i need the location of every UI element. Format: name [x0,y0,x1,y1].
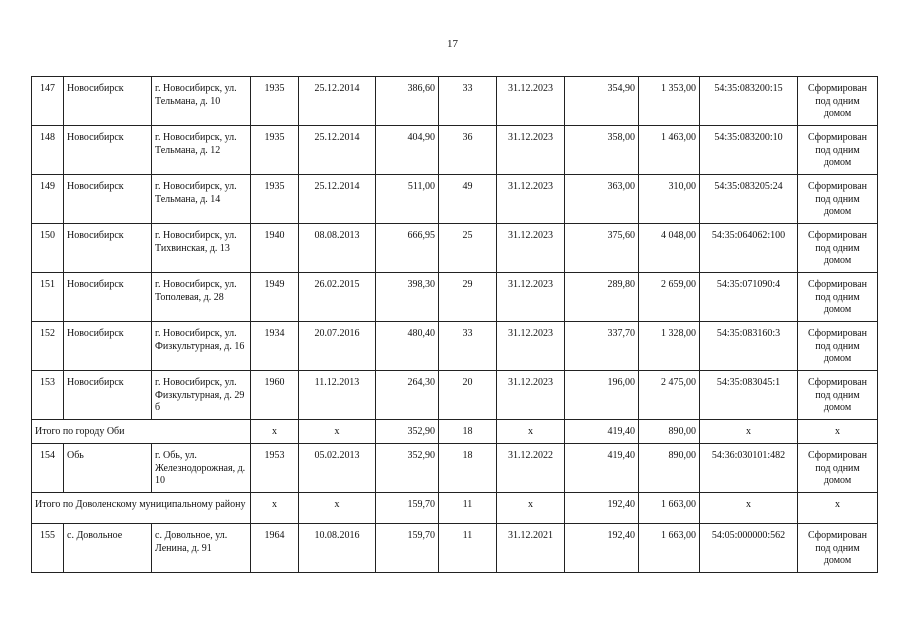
deadline-cell: 31.12.2023 [497,175,565,224]
residents-cell: 25 [439,224,497,273]
row-number-cell: 153 [32,371,64,420]
residents-cell: 18 [439,420,497,444]
land-area-cell: 1 663,00 [639,493,700,524]
year-cell: 1964 [251,524,299,573]
total-row [32,493,878,524]
settlement-cell: Новосибирск [64,224,152,273]
status-cell: Сформирован под одним домом [798,444,878,493]
settlement-cell: Новосибирск [64,322,152,371]
status-cell: Сформирован под одним домом [798,524,878,573]
settlement-cell: Новосибирск [64,273,152,322]
row-number-cell: 147 [32,77,64,126]
row-number-cell: 149 [32,175,64,224]
cadastral-number-cell: х [700,493,798,524]
resettled-area-cell: 354,90 [565,77,639,126]
date-cell: 10.08.2016 [299,524,376,573]
year-cell: 1953 [251,444,299,493]
cadastral-number-cell: 54:35:083205:24 [700,175,798,224]
total-label-cell: Итого по городу Оби [32,420,251,444]
cadastral-number-cell: 54:35:083045:1 [700,371,798,420]
year-cell: 1935 [251,77,299,126]
row-number-cell: 150 [32,224,64,273]
address-cell: г. Новосибирск, ул. Тельмана, д. 10 [152,77,251,126]
land-area-cell: 310,00 [639,175,700,224]
land-area-cell: 4 048,00 [639,224,700,273]
residents-cell: 20 [439,371,497,420]
area-cell: 511,00 [376,175,439,224]
date-cell: 05.02.2013 [299,444,376,493]
settlement-cell: с. Довольное [64,524,152,573]
area-cell: 666,95 [376,224,439,273]
residents-cell: 11 [439,524,497,573]
cadastral-number-cell: 54:35:071090:4 [700,273,798,322]
status-cell: х [798,493,878,524]
area-cell: 404,90 [376,126,439,175]
page-number: 17 [447,38,458,50]
deadline-cell: 31.12.2022 [497,444,565,493]
deadline-cell: 31.12.2023 [497,273,565,322]
residents-cell: 18 [439,444,497,493]
settlement-cell: Новосибирск [64,371,152,420]
land-area-cell: 1 328,00 [639,322,700,371]
land-area-cell: 890,00 [639,420,700,444]
year-cell: х [251,420,299,444]
deadline-cell: х [497,493,565,524]
area-cell: 159,70 [376,524,439,573]
date-cell: х [299,493,376,524]
date-cell: х [299,420,376,444]
land-area-cell: 2 659,00 [639,273,700,322]
date-cell: 25.12.2014 [299,77,376,126]
land-area-cell: 1 463,00 [639,126,700,175]
total-label-cell: Итого по Доволенскому муниципальному району [32,493,251,524]
deadline-cell: 31.12.2021 [497,524,565,573]
land-area-cell: 1 353,00 [639,77,700,126]
resettled-area-cell: 337,70 [565,322,639,371]
deadline-cell: 31.12.2023 [497,126,565,175]
area-cell: 264,30 [376,371,439,420]
deadline-cell: 31.12.2023 [497,322,565,371]
table-row [32,322,878,371]
row-number-cell: 151 [32,273,64,322]
resettled-area-cell: 419,40 [565,444,639,493]
residents-cell: 11 [439,493,497,524]
cadastral-number-cell: 54:35:064062:100 [700,224,798,273]
table-row [32,444,878,493]
area-cell: 386,60 [376,77,439,126]
status-cell: Сформирован под одним домом [798,322,878,371]
status-cell: Сформирован под одним домом [798,371,878,420]
address-cell: г. Новосибирск, ул. Тельмана, д. 12 [152,126,251,175]
date-cell: 11.12.2013 [299,371,376,420]
status-cell: х [798,420,878,444]
deadline-cell: 31.12.2023 [497,77,565,126]
area-cell: 159,70 [376,493,439,524]
cadastral-number-cell: 54:35:083160:3 [700,322,798,371]
row-number-cell: 154 [32,444,64,493]
settlement-cell: Новосибирск [64,175,152,224]
date-cell: 08.08.2013 [299,224,376,273]
address-cell: г. Новосибирск, ул. Тополевая, д. 28 [152,273,251,322]
cadastral-number-cell: х [700,420,798,444]
cadastral-number-cell: 54:35:083200:10 [700,126,798,175]
status-cell: Сформирован под одним домом [798,175,878,224]
row-number-cell: 148 [32,126,64,175]
address-cell: с. Довольное, ул. Ленина, д. 91 [152,524,251,573]
table-row [32,273,878,322]
residents-cell: 33 [439,77,497,126]
date-cell: 20.07.2016 [299,322,376,371]
cadastral-number-cell: 54:35:083200:15 [700,77,798,126]
cadastral-number-cell: 54:05:000000:562 [700,524,798,573]
settlement-cell: Новосибирск [64,77,152,126]
residents-cell: 49 [439,175,497,224]
table-row [32,224,878,273]
land-area-cell: 2 475,00 [639,371,700,420]
date-cell: 26.02.2015 [299,273,376,322]
year-cell: 1935 [251,175,299,224]
row-number-cell: 155 [32,524,64,573]
housing-registry-table [31,76,878,573]
settlement-cell: Новосибирск [64,126,152,175]
total-row [32,420,878,444]
resettled-area-cell: 289,80 [565,273,639,322]
resettled-area-cell: 375,60 [565,224,639,273]
year-cell: 1934 [251,322,299,371]
address-cell: г. Обь, ул. Железнодорожная, д. 10 [152,444,251,493]
year-cell: 1935 [251,126,299,175]
residents-cell: 33 [439,322,497,371]
cadastral-number-cell: 54:36:030101:482 [700,444,798,493]
address-cell: г. Новосибирск, ул. Физкультурная, д. 16 [152,322,251,371]
deadline-cell: х [497,420,565,444]
resettled-area-cell: 192,40 [565,524,639,573]
area-cell: 480,40 [376,322,439,371]
residents-cell: 36 [439,126,497,175]
table-row [32,524,878,573]
date-cell: 25.12.2014 [299,126,376,175]
address-cell: г. Новосибирск, ул. Физкультурная, д. 29 б [152,371,251,420]
resettled-area-cell: 196,00 [565,371,639,420]
status-cell: Сформирован под одним домом [798,77,878,126]
year-cell: 1960 [251,371,299,420]
year-cell: х [251,493,299,524]
table-row [32,175,878,224]
area-cell: 398,30 [376,273,439,322]
deadline-cell: 31.12.2023 [497,371,565,420]
row-number-cell: 152 [32,322,64,371]
resettled-area-cell: 358,00 [565,126,639,175]
resettled-area-cell: 419,40 [565,420,639,444]
settlement-cell: Обь [64,444,152,493]
residents-cell: 29 [439,273,497,322]
area-cell: 352,90 [376,420,439,444]
year-cell: 1949 [251,273,299,322]
table-row [32,126,878,175]
status-cell: Сформирован под одним домом [798,126,878,175]
registry-body [32,77,878,573]
date-cell: 25.12.2014 [299,175,376,224]
table-row [32,77,878,126]
area-cell: 352,90 [376,444,439,493]
land-area-cell: 1 663,00 [639,524,700,573]
resettled-area-cell: 192,40 [565,493,639,524]
status-cell: Сформирован под одним домом [798,224,878,273]
table-row [32,371,878,420]
address-cell: г. Новосибирск, ул. Тельмана, д. 14 [152,175,251,224]
status-cell: Сформирован под одним домом [798,273,878,322]
resettled-area-cell: 363,00 [565,175,639,224]
deadline-cell: 31.12.2023 [497,224,565,273]
land-area-cell: 890,00 [639,444,700,493]
year-cell: 1940 [251,224,299,273]
address-cell: г. Новосибирск, ул. Тихвинская, д. 13 [152,224,251,273]
